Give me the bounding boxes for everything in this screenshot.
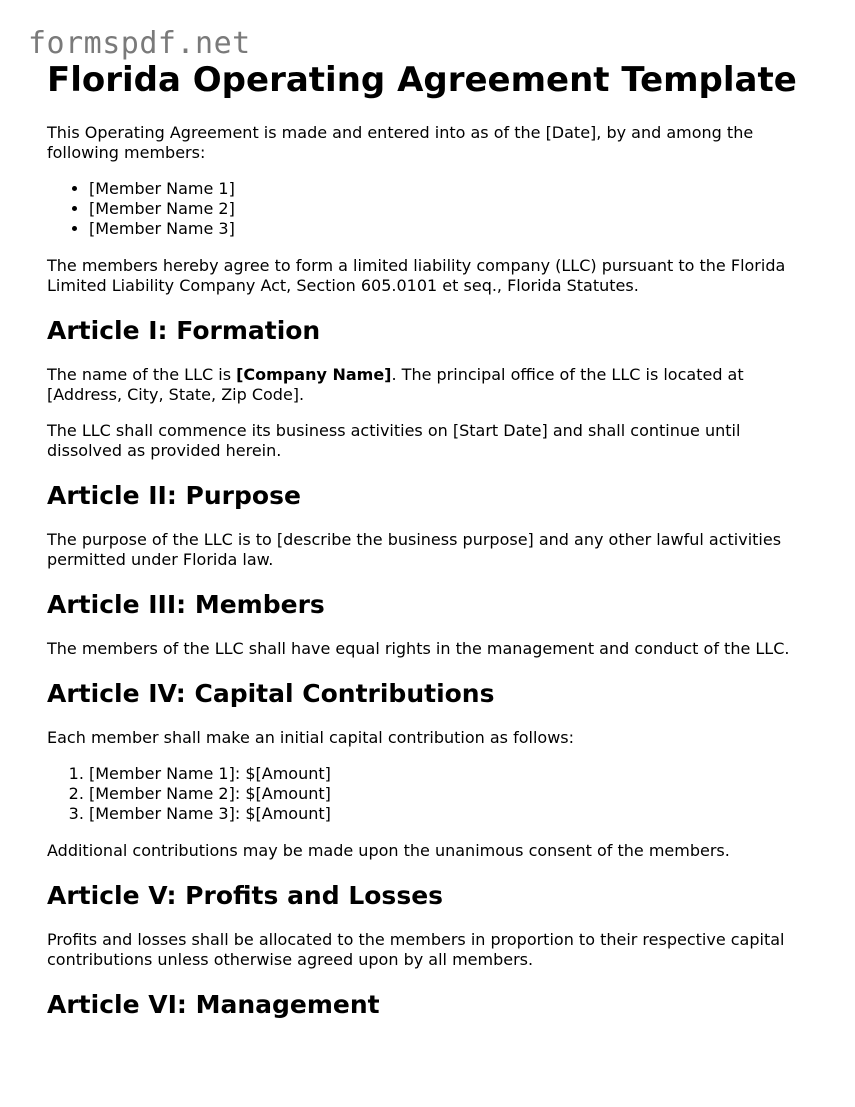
list-item: 1. [Member Name 1]: $[Amount]	[89, 764, 817, 784]
article-1-text-after: . The principal office of the LLC is located at [Address, City, State, Zip Code].	[47, 365, 744, 404]
article-4-paragraph-2: Additional contributions may be made upon the unanimous consent of the members.	[47, 841, 730, 860]
list-item: 2. [Member Name 2]: $[Amount]	[89, 784, 817, 804]
article-1-paragraph-1	[47, 365, 817, 405]
member-list	[47, 179, 817, 239]
article-5-paragraph: Profits and losses shall be allocated to the members in proportion to their respective capital contributions unless otherwise agreed upon by all members.	[47, 930, 785, 969]
company-name-placeholder: [Company Name]	[236, 365, 392, 384]
article-1-paragraph-2: The LLC shall commence its business activities on [Start Date] and shall continue until dissolved as provided herein.	[47, 421, 741, 460]
article-4-paragraph-1: Each member shall make an initial capital contribution as follows:	[47, 728, 575, 747]
list-item: • [Member Name 3]	[89, 219, 817, 239]
list-item: • [Member Name 2]	[89, 199, 817, 219]
article-1-text-before: The name of the LLC is	[47, 365, 237, 384]
article-3-paragraph: The members of the LLC shall have equal rights in the management and conduct of the LLC.	[47, 639, 790, 658]
article-2-heading: Article II: Purpose	[47, 481, 301, 510]
article-1-heading: Article I: Formation	[47, 316, 321, 345]
intro-paragraph: This Operating Agreement is made and entered into as of the [Date], by and among the following members:	[47, 123, 754, 162]
contribution-list	[47, 764, 817, 824]
article-2-paragraph: The purpose of the LLC is to [describe the business purpose] and any other lawful activities permitted under Florida law.	[47, 530, 782, 569]
list-item: • [Member Name 1]	[89, 179, 817, 199]
article-3-heading: Article III: Members	[47, 590, 325, 619]
list-item: 3. [Member Name 3]: $[Amount]	[89, 804, 817, 824]
document-title: Florida Operating Agreement Template	[47, 60, 797, 100]
document-body	[47, 58, 817, 1021]
article-5-heading: Article V: Profits and Losses	[47, 881, 444, 910]
article-4-heading: Article IV: Capital Contributions	[47, 679, 495, 708]
article-6-heading: Article VI: Management	[47, 990, 380, 1019]
watermark-logo: formspdf.net	[28, 26, 251, 61]
formation-statement: The members hereby agree to form a limited liability company (LLC) pursuant to the Florida Limited Liability Company Act, Section 605.0101 et seq., Florida Statutes.	[47, 256, 786, 295]
